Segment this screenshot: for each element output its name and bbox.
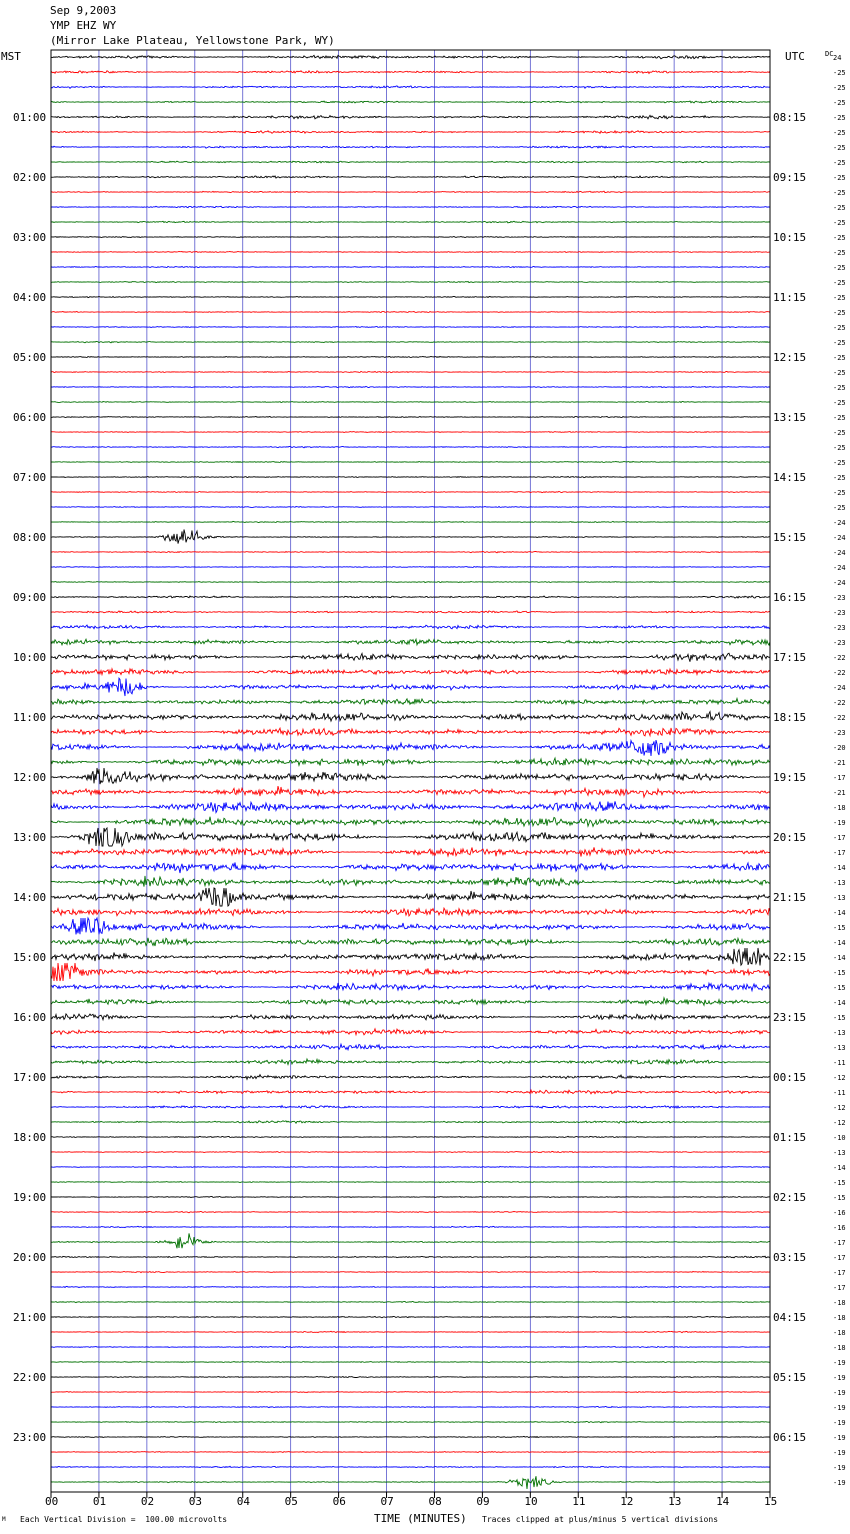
header-date: Sep 9,2003 (50, 4, 117, 17)
x-tick-label: 14 (716, 1495, 730, 1508)
seismic-trace (51, 1059, 770, 1065)
seismic-trace (51, 312, 770, 313)
seismic-traces (51, 55, 770, 1489)
seismic-trace (51, 71, 770, 74)
dc-offset-label: -14 (833, 939, 846, 947)
mst-hour-label: 21:00 (13, 1311, 47, 1324)
seismic-trace (51, 1286, 770, 1287)
dc-offset-label: -25 (833, 159, 846, 167)
seismic-trace (51, 699, 770, 705)
dc-offset-label: -25 (833, 339, 846, 347)
utc-hour-label: 11:15 (773, 291, 807, 304)
x-tick-label: 03 (188, 1495, 203, 1508)
seismic-trace (51, 1181, 770, 1182)
seismic-trace (51, 101, 770, 103)
utc-hour-label: 00:15 (773, 1071, 807, 1084)
utc-hour-label: 09:15 (773, 171, 807, 184)
x-tick-label: 02 (140, 1495, 155, 1508)
dc-offset-label: -25 (833, 219, 846, 227)
dc-offset-label: -25 (833, 69, 846, 77)
mst-hour-label: 17:00 (13, 1071, 47, 1084)
dc-offset-label: -14 (833, 1164, 846, 1172)
x-tick-label: 00 (45, 1495, 59, 1508)
dc-offset-label: -19 (833, 1434, 846, 1442)
utc-hour-label: 22:15 (773, 951, 807, 964)
dc-offset-label: -19 (833, 1464, 846, 1472)
dc-offset-label: -12 (833, 1104, 846, 1112)
mst-hour-label: 19:00 (13, 1191, 47, 1204)
dc-offset-label: 24 (833, 54, 842, 62)
seismic-trace (51, 712, 770, 722)
seismic-trace (51, 281, 770, 282)
mst-hour-label: 12:00 (13, 771, 47, 784)
dc-offset-label: -12 (833, 1074, 846, 1082)
seismic-trace (51, 963, 770, 981)
dc-offset-label: -25 (833, 309, 846, 317)
utc-hour-label: 18:15 (773, 711, 807, 724)
seismic-trace (51, 998, 770, 1005)
dc-offset-label: -24 (833, 564, 846, 572)
dc-offset-label: -10 (833, 1134, 846, 1142)
seismic-trace (51, 1090, 770, 1094)
mst-hour-label: 06:00 (13, 411, 47, 424)
dc-offset-label: -25 (833, 129, 846, 137)
utc-hour-label: 16:15 (773, 591, 807, 604)
dc-offset-label: -15 (833, 969, 846, 977)
dc-offset-label: -25 (833, 204, 846, 212)
x-tick-label: 15 (764, 1495, 778, 1508)
mst-hour-label: 10:00 (13, 651, 47, 664)
dc-offset-label: -13 (833, 1149, 846, 1157)
seismic-trace (51, 948, 770, 965)
seismic-trace (51, 446, 770, 447)
seismic-trace (51, 611, 770, 613)
dc-offset-label: -22 (833, 654, 846, 662)
seismic-trace (51, 521, 770, 522)
utc-hour-label: 05:15 (773, 1371, 807, 1384)
seismic-trace (51, 1407, 770, 1408)
seismic-trace (51, 768, 770, 784)
seismic-trace (51, 1377, 770, 1378)
utc-hour-label: 23:15 (773, 1011, 807, 1024)
utc-hour-label: 21:15 (773, 891, 807, 904)
seismic-trace (51, 1362, 770, 1363)
seismic-trace (51, 625, 770, 629)
seismic-trace (51, 1421, 770, 1422)
dc-offset-label: -11 (833, 1089, 846, 1097)
dc-offset-label: -17 (833, 849, 846, 857)
dc-offset-label: -24 (833, 519, 846, 527)
dc-offset-label: -13 (833, 879, 846, 887)
dc-offset-label: -23 (833, 594, 846, 602)
mst-hour-label: 16:00 (13, 1011, 47, 1024)
header-station: YMP EHZ WY (50, 19, 117, 32)
seismic-trace (51, 669, 770, 675)
dc-offset-label: -25 (833, 99, 846, 107)
utc-hour-label: 08:15 (773, 111, 807, 124)
x-tick-label: 12 (620, 1495, 634, 1508)
seismic-trace (51, 417, 770, 418)
x-tick-label: 05 (284, 1495, 298, 1508)
seismic-trace (51, 1151, 770, 1152)
dc-offset-label: -17 (833, 774, 846, 782)
seismic-trace (51, 847, 770, 856)
seismic-trace (51, 1233, 770, 1248)
mst-hour-label: 22:00 (13, 1371, 47, 1384)
seismic-trace (51, 1316, 770, 1317)
seismic-trace (51, 639, 770, 645)
dc-offset-label: -13 (833, 1029, 846, 1037)
dc-offset-label: -12 (833, 1119, 846, 1127)
seismic-trace (51, 567, 770, 568)
seismic-trace (51, 341, 770, 342)
utc-hour-label: 19:15 (773, 771, 807, 784)
x-tick-label: 10 (524, 1495, 538, 1508)
seismic-trace (51, 86, 770, 88)
dc-offset-label: -24 (833, 684, 846, 692)
seismic-trace (51, 131, 770, 134)
seismic-trace (51, 801, 770, 812)
dc-offset-label: -25 (833, 279, 846, 287)
seismic-trace (51, 1346, 770, 1347)
utc-hour-label: 17:15 (773, 651, 807, 664)
seismic-trace (51, 507, 770, 508)
dc-offset-label: -16 (833, 1224, 846, 1232)
dc-offset-label: -23 (833, 639, 846, 647)
seismic-trace (51, 1331, 770, 1332)
dc-offset-label: -17 (833, 834, 846, 842)
utc-hour-label: 14:15 (773, 471, 807, 484)
seismic-trace (51, 863, 770, 874)
dc-offset-label: -22 (833, 669, 846, 677)
seismic-trace (51, 1452, 770, 1453)
dc-offset-label: -25 (833, 264, 846, 272)
dc-offset-label: -25 (833, 174, 846, 182)
seismic-trace (51, 983, 770, 991)
dc-offset-label: -15 (833, 1194, 846, 1202)
seismic-trace (51, 582, 770, 583)
x-tick-label: 09 (476, 1495, 490, 1508)
mst-hour-label: 23:00 (13, 1431, 47, 1444)
seismic-trace (51, 1044, 770, 1050)
seismic-trace (51, 740, 770, 756)
dc-offset-label: -19 (833, 1374, 846, 1382)
mst-hour-label: 18:00 (13, 1131, 47, 1144)
seismic-trace (51, 596, 770, 598)
dc-offset-label: -25 (833, 399, 846, 407)
dc-offset-label: -25 (833, 369, 846, 377)
seismic-trace (51, 402, 770, 403)
seismic-trace (51, 908, 770, 916)
seismic-trace (51, 1166, 770, 1167)
seismic-trace (51, 1271, 770, 1272)
seismic-trace (51, 1466, 770, 1467)
mst-hour-label: 15:00 (13, 951, 47, 964)
seismic-trace (51, 371, 770, 372)
utc-hour-label: 12:15 (773, 351, 807, 364)
dc-offset-label: -19 (833, 1389, 846, 1397)
dc-offset-label: -17 (833, 1284, 846, 1292)
axis-labels (13, 54, 846, 1508)
seismic-trace (51, 386, 770, 387)
seismic-trace (51, 206, 770, 207)
dc-offset-label: -14 (833, 999, 846, 1007)
seismic-trace (51, 327, 770, 328)
utc-hour-label: 04:15 (773, 1311, 807, 1324)
seismic-trace (51, 1436, 770, 1437)
mst-hour-label: 05:00 (13, 351, 47, 364)
seismic-trace (51, 55, 770, 58)
mst-hour-label: 07:00 (13, 471, 47, 484)
mst-hour-label: 20:00 (13, 1251, 47, 1264)
seismic-trace (51, 728, 770, 736)
header-location: (Mirror Lake Plateau, Yellowstone Park, WY) (50, 34, 335, 47)
dc-offset-label: -25 (833, 144, 846, 152)
utc-hour-label: 01:15 (773, 1131, 807, 1144)
seismic-trace (51, 1106, 770, 1109)
left-axis-title: MST (1, 50, 21, 63)
corner-mark: M (2, 1516, 6, 1523)
seismic-trace (51, 1476, 770, 1489)
seismic-trace (51, 552, 770, 553)
seismic-trace (51, 876, 770, 887)
dc-offset-label: -22 (833, 714, 846, 722)
x-tick-label: 04 (236, 1495, 250, 1508)
dc-offset-label: -25 (833, 474, 846, 482)
seismic-trace (51, 252, 770, 253)
dc-offset-label: -18 (833, 1314, 846, 1322)
utc-hour-label: 02:15 (773, 1191, 807, 1204)
seismic-trace (51, 1075, 770, 1080)
dc-offset-label: -19 (833, 819, 846, 827)
dc-offset-label: -17 (833, 1254, 846, 1262)
seismic-trace (51, 1226, 770, 1227)
utc-hour-label: 03:15 (773, 1251, 807, 1264)
mst-hour-label: 08:00 (13, 531, 47, 544)
seismic-trace (51, 1392, 770, 1393)
seismic-trace (51, 1029, 770, 1035)
dc-offset-label: -14 (833, 909, 846, 917)
seismic-trace (51, 491, 770, 492)
mst-hour-label: 01:00 (13, 111, 47, 124)
dc-offset-label: -16 (833, 1209, 846, 1217)
mst-hour-label: 14:00 (13, 891, 47, 904)
dc-offset-label: -18 (833, 1299, 846, 1307)
seismic-trace (51, 237, 770, 238)
dc-offset-label: -21 (833, 759, 846, 767)
dc-offset-label: -25 (833, 354, 846, 362)
dc-offset-label: -25 (833, 234, 846, 242)
dc-offset-label: -23 (833, 624, 846, 632)
scale-note: Each Vertical Division = 100.00 microvolts (20, 1515, 228, 1524)
seismic-trace (51, 786, 770, 797)
right-axis-title: UTC (785, 50, 805, 63)
dc-offset-label: -20 (833, 744, 846, 752)
dc-offset-label: -25 (833, 84, 846, 92)
seismic-trace (51, 432, 770, 433)
dc-offset-label: -14 (833, 864, 846, 872)
dc-offset-label: -24 (833, 549, 846, 557)
dc-offset-label: -25 (833, 114, 846, 122)
dc-offset-label: -22 (833, 699, 846, 707)
dc-offset-label: -25 (833, 414, 846, 422)
seismic-trace (51, 356, 770, 357)
utc-hour-label: 10:15 (773, 231, 807, 244)
dc-offset-label: -25 (833, 504, 846, 512)
seismic-trace (51, 115, 770, 118)
mst-hour-label: 09:00 (13, 591, 47, 604)
seismic-trace (51, 918, 770, 934)
utc-hour-label: 15:15 (773, 531, 807, 544)
seismic-trace (51, 1136, 770, 1137)
mst-hour-label: 03:00 (13, 231, 47, 244)
dc-offset-label: -23 (833, 609, 846, 617)
seismic-trace (51, 1197, 770, 1198)
dc-offset-label: -19 (833, 1479, 846, 1487)
dc-offset-label: -25 (833, 429, 846, 437)
dc-offset-label: -25 (833, 384, 846, 392)
dc-offset-label: -19 (833, 1404, 846, 1412)
dc-offset-label: -19 (833, 1359, 846, 1367)
seismic-trace (51, 161, 770, 163)
dc-offset-label: -25 (833, 444, 846, 452)
dc-offset-label: -13 (833, 1044, 846, 1052)
seismic-trace (51, 758, 770, 766)
dc-offset-label: -14 (833, 954, 846, 962)
mst-hour-label: 04:00 (13, 291, 47, 304)
dc-offset-label: -17 (833, 1269, 846, 1277)
dc-offset-label: -18 (833, 804, 846, 812)
dc-offset-label: -21 (833, 789, 846, 797)
seismic-trace (51, 266, 770, 267)
seismic-trace (51, 146, 770, 148)
dc-offset-label: -25 (833, 249, 846, 257)
dc-offset-label: -15 (833, 1014, 846, 1022)
x-tick-label: 06 (332, 1495, 346, 1508)
mst-hour-label: 11:00 (13, 711, 47, 724)
dc-offset-label: -19 (833, 1449, 846, 1457)
x-tick-label: 13 (668, 1495, 682, 1508)
x-tick-label: 01 (92, 1495, 107, 1508)
dc-offset-label: -24 (833, 579, 846, 587)
seismic-trace (51, 817, 770, 827)
seismic-trace (51, 1014, 770, 1020)
dc-offset-label: -15 (833, 984, 846, 992)
mst-hour-label: 13:00 (13, 831, 47, 844)
dc-offset-label: -25 (833, 459, 846, 467)
dc-offset-label: -25 (833, 294, 846, 302)
seismic-trace (51, 530, 770, 544)
dc-offset-label: -17 (833, 1239, 846, 1247)
dc-offset-label: -18 (833, 1329, 846, 1337)
seismic-trace (51, 678, 770, 696)
dc-offset-label: -25 (833, 189, 846, 197)
seismic-trace (51, 1121, 770, 1123)
x-tick-label: 08 (428, 1495, 442, 1508)
seismic-trace (51, 1211, 770, 1212)
plot-frame (51, 50, 770, 1492)
seismic-trace (51, 476, 770, 477)
x-axis-label: TIME (MINUTES) (374, 1512, 467, 1525)
dc-offset-label: -15 (833, 924, 846, 932)
utc-hour-label: 13:15 (773, 411, 807, 424)
clip-note: Traces clipped at plus/minus 5 vertical divisions (482, 1515, 719, 1524)
mst-hour-label: 02:00 (13, 171, 47, 184)
utc-hour-label: 06:15 (773, 1431, 807, 1444)
x-tick-label: 07 (380, 1495, 394, 1508)
seismic-trace (51, 938, 770, 946)
seismic-trace (51, 176, 770, 178)
dc-offset-label: -24 (833, 534, 846, 542)
x-tick-label: 11 (572, 1495, 586, 1508)
utc-hour-label: 20:15 (773, 831, 807, 844)
dc-offset-label: -25 (833, 324, 846, 332)
dc-offset-label: -23 (833, 729, 846, 737)
seismic-trace (51, 461, 770, 462)
dc-offset-label: -25 (833, 489, 846, 497)
seismic-trace (51, 221, 770, 223)
dc-label: DC (825, 50, 834, 58)
seismic-trace (51, 888, 770, 906)
dc-offset-label: -18 (833, 1344, 846, 1352)
dc-offset-label: -13 (833, 894, 846, 902)
seismic-trace (51, 1302, 770, 1303)
seismic-trace (51, 1256, 770, 1258)
seismic-trace (51, 191, 770, 192)
seismic-trace (51, 653, 770, 662)
seismic-trace (51, 828, 770, 846)
dc-offset-label: -11 (833, 1059, 846, 1067)
seismic-trace (51, 297, 770, 298)
dc-offset-label: -15 (833, 1179, 846, 1187)
dc-offset-label: -19 (833, 1419, 846, 1427)
